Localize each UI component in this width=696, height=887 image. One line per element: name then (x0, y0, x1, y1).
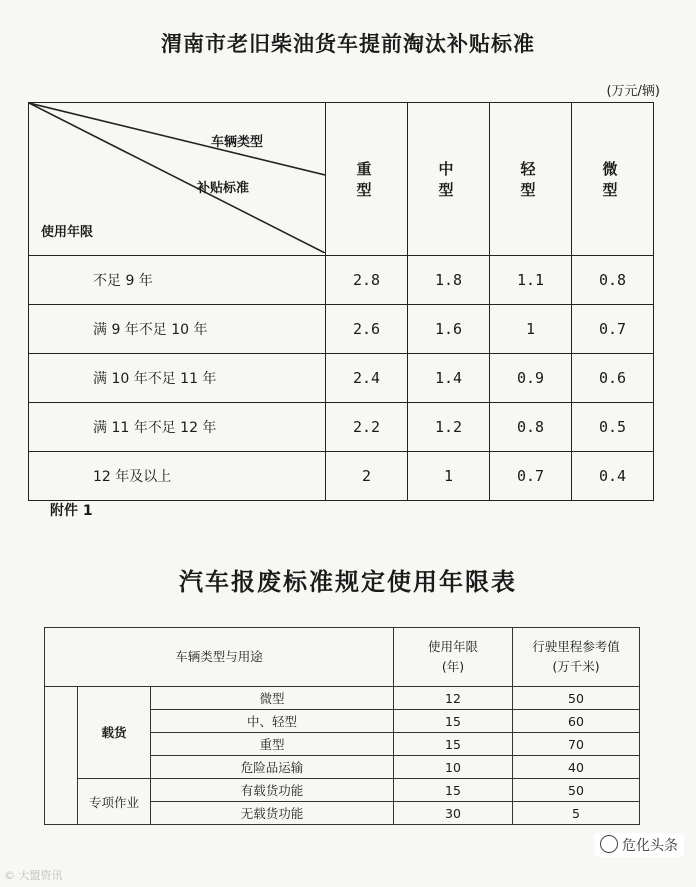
row-label: 满 11 年不足 12 年 (29, 403, 326, 452)
row-label: 中、轻型 (151, 710, 394, 733)
table-row (29, 354, 654, 403)
channel-icon (600, 835, 618, 853)
table-row (29, 452, 654, 501)
header-mileage (513, 628, 640, 687)
row-label: 无载货功能 (151, 802, 394, 825)
table-row (29, 256, 654, 305)
row-label: 满 9 年不足 10 年 (29, 305, 326, 354)
cell-value: 1.2 (408, 403, 490, 452)
col-header-medium: 中 型 (408, 103, 490, 256)
unit-label: (万元/辆) (606, 84, 660, 99)
table-row (45, 779, 640, 802)
cell-value: 2 (326, 452, 408, 501)
cell-value: 2.2 (326, 403, 408, 452)
row-label: 微型 (151, 687, 394, 710)
group-cargo: 载货 (78, 687, 151, 779)
row-label: 满 10 年不足 11 年 (29, 354, 326, 403)
cell-value: 1.6 (408, 305, 490, 354)
watermark-right-text: 危化头条 (622, 838, 678, 854)
cell-years: 30 (394, 802, 513, 825)
row-label: 12 年及以上 (29, 452, 326, 501)
cell-mileage: 50 (513, 687, 640, 710)
col-header-heavy: 重 型 (326, 103, 408, 256)
table-row (29, 305, 654, 354)
cell-value: 0.5 (572, 403, 654, 452)
cell-years: 15 (394, 710, 513, 733)
scrap-header-row (45, 628, 640, 687)
cell-mileage: 50 (513, 779, 640, 802)
header-vehicle-type: 车辆类型与用途 (45, 628, 394, 687)
diag-label-subsidy: 补贴标准 (197, 181, 250, 196)
cell-value: 1.1 (490, 256, 572, 305)
page-title: 渭南市老旧柴油货车提前淘汰补贴标准 (161, 31, 535, 56)
cell-value: 2.6 (326, 305, 408, 354)
cell-mileage: 5 (513, 802, 640, 825)
col-header-mini: 微 型 (572, 103, 654, 256)
subsidy-table (28, 102, 654, 501)
header-years (394, 628, 513, 687)
cell-value: 0.7 (572, 305, 654, 354)
cell-value: 0.7 (490, 452, 572, 501)
cell-value: 0.4 (572, 452, 654, 501)
cell-value: 1.4 (408, 354, 490, 403)
diag-label-years: 使用年限 (41, 225, 94, 240)
section-title: 汽车报废标准规定使用年限表 (179, 567, 517, 596)
row-label: 重型 (151, 733, 394, 756)
header-years-line2: (年) (441, 659, 465, 674)
row-label: 有载货功能 (151, 779, 394, 802)
scrap-standard-table (44, 627, 640, 825)
cell-mileage: 70 (513, 733, 640, 756)
header-years-line1: 使用年限 (427, 639, 478, 654)
cell-value: 0.6 (572, 354, 654, 403)
diag-label-vehicle-type: 车辆类型 (211, 135, 264, 150)
outer-group-cell (45, 687, 78, 825)
cell-value: 1 (408, 452, 490, 501)
cell-value: 2.8 (326, 256, 408, 305)
row-label: 危险品运输 (151, 756, 394, 779)
header-mileage-line1: 行驶里程参考值 (532, 639, 620, 654)
table-row (29, 403, 654, 452)
cell-years: 15 (394, 779, 513, 802)
cell-mileage: 60 (513, 710, 640, 733)
subsidy-header-row (29, 103, 654, 256)
group-special: 专项作业 (78, 779, 151, 825)
cell-value: 0.9 (490, 354, 572, 403)
cell-years: 10 (394, 756, 513, 779)
cell-value: 0.8 (572, 256, 654, 305)
cell-value: 1 (490, 305, 572, 354)
row-label: 不足 9 年 (29, 256, 326, 305)
watermark-left: © 大盟资讯 (4, 869, 63, 882)
cell-value: 0.8 (490, 403, 572, 452)
cell-value: 2.4 (326, 354, 408, 403)
header-mileage-line2: (万千米) (552, 659, 600, 674)
watermark-right (594, 833, 684, 857)
diagonal-header-cell (29, 103, 326, 256)
table-row (45, 687, 640, 710)
cell-years: 15 (394, 733, 513, 756)
col-header-light: 轻 型 (490, 103, 572, 256)
cell-value: 1.8 (408, 256, 490, 305)
cell-years: 12 (394, 687, 513, 710)
attachment-label: 附件 1 (50, 503, 93, 519)
cell-mileage: 40 (513, 756, 640, 779)
